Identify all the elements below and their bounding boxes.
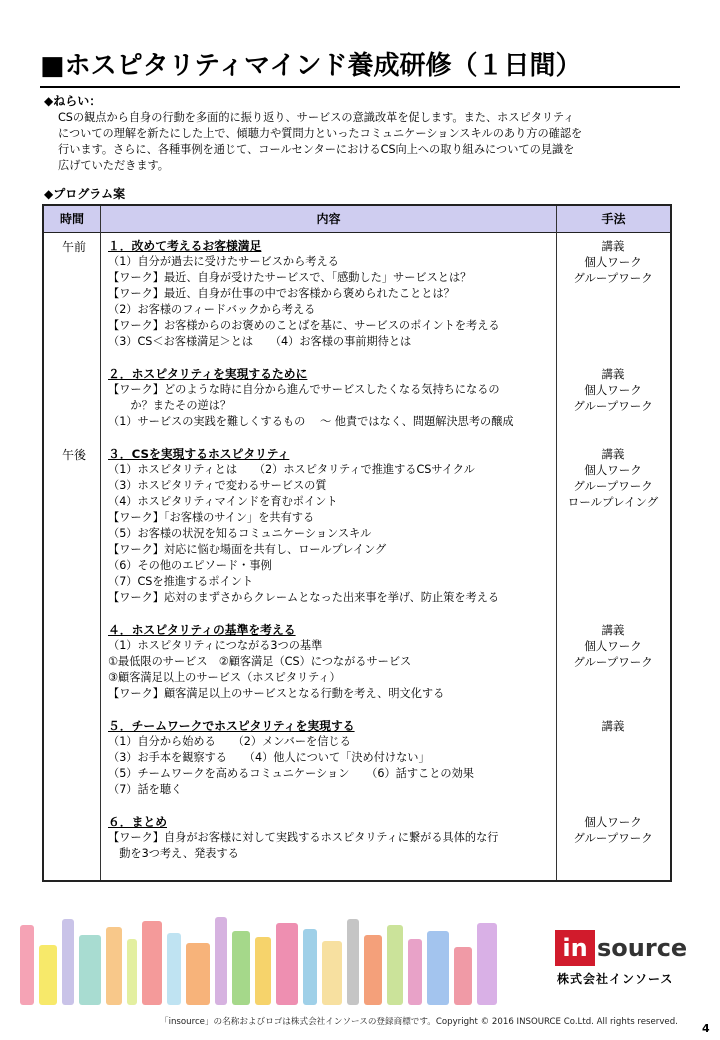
stripe	[142, 921, 162, 1005]
aim-heading: ◆ねらい：	[44, 94, 102, 108]
method-item: 個人ワーク	[584, 463, 642, 477]
stripe	[127, 939, 137, 1005]
stripe	[167, 933, 181, 1005]
stripe	[20, 925, 34, 1005]
column-divider	[100, 206, 101, 880]
method-item: 講義	[601, 447, 625, 461]
method-item: 講義	[601, 367, 625, 381]
page-title: ■ホスピタリティマインド養成研修（１日間）	[40, 46, 680, 88]
block-title: ６．まとめ	[108, 815, 167, 829]
block-line: （3）お手本を観察する （4）他人について「決め付けない」	[108, 751, 430, 764]
block-line: （7）CSを推進するポイント	[108, 575, 254, 588]
block-line: （2）お客様のフィードバックから考える	[108, 303, 316, 316]
block-line: （3）CS＜お客様満足＞とは （4）お客様の事前期待とは	[108, 335, 412, 348]
program-heading: ◆プログラム案	[44, 187, 126, 201]
logo-source-text: source	[597, 934, 688, 962]
block-line: 【ワーク】「お客様のサイン」を共有する	[108, 511, 315, 524]
column-header-content: 内容	[316, 212, 341, 226]
block-line: （4）ホスピタリティマインドを育むポイント	[108, 495, 338, 508]
block-line: （3）ホスピタリティで変わるサービスの質	[108, 479, 327, 492]
method-item: グループワーク	[573, 271, 653, 285]
method-item: グループワーク	[573, 831, 653, 845]
table-header	[44, 206, 670, 233]
block-line: 【ワーク】自身がお客様に対して実践するホスピタリティに繋がる具体的な行	[108, 831, 499, 844]
block-line: （5）チームワークを高めるコミュニケーション （6）話すことの効果	[108, 767, 474, 780]
insource-logo	[555, 930, 688, 990]
stripe	[303, 929, 317, 1005]
program-table	[42, 204, 672, 882]
stripe	[39, 945, 57, 1005]
block-title: ５．チームワークでホスピタリティを実現する	[108, 719, 355, 733]
stripe	[215, 917, 227, 1005]
stripe	[364, 935, 382, 1005]
method-item: 個人ワーク	[584, 383, 642, 397]
block-line: ①最低限のサービス ②顧客満足（CS）につながるサービス	[108, 655, 412, 668]
method-item: 個人ワーク	[584, 639, 642, 653]
block-line: 【ワーク】お客様からのお褒めのことばを基に、サービスのポイントを考える	[108, 319, 500, 332]
block-line: か？またその逆は？	[108, 399, 232, 412]
aim-line: 行います。さらに、各種事例を通じて、コールセンターにおけるCS向上への取り組みについての見識を	[58, 143, 575, 156]
logo-in-mark: in	[555, 930, 595, 966]
company-name: 株式会社インソース	[557, 972, 674, 986]
method-item: グループワーク	[573, 479, 653, 493]
block-line: （1）ホスピタリティとは （2）ホスピタリティで推進するCSサイクル	[108, 463, 475, 476]
method-item: 講義	[601, 239, 625, 253]
block-line: 【ワーク】最近、自身が仕事の中でお客様から褒められたこととは？	[108, 287, 455, 300]
column-header-method: 手法	[601, 212, 626, 226]
stripe	[106, 927, 122, 1005]
block-line: 【ワーク】最近、自身が受けたサービスで、「感動した」サービスとは？	[108, 271, 472, 284]
method-item: ロールプレイング	[567, 495, 659, 509]
block-line: （6）その他のエピソード・事例	[108, 559, 272, 572]
column-header-time: 時間	[59, 212, 84, 226]
block-line: （1）サービスの実践を難しくするもの 〜 他責ではなく、問題解決思考の醸成	[108, 415, 514, 428]
stripe	[347, 919, 359, 1005]
block-title: ３．CSを実現するホスピタリティ	[108, 447, 290, 461]
block-title: １．改めて考えるお客様満足	[108, 239, 262, 253]
methods-block-5	[556, 718, 670, 734]
methods-block-2	[556, 366, 670, 414]
stripe	[387, 925, 403, 1005]
time-am: 午前	[61, 240, 86, 254]
block-line: （1）自分から始める （2）メンバーを信じる	[108, 735, 351, 748]
program-block-5	[108, 718, 558, 798]
stripe	[62, 919, 74, 1005]
stripe	[408, 939, 422, 1005]
methods-block-1	[556, 238, 670, 286]
block-line: 【ワーク】どのような時に自分から進んでサービスしたくなる気持ちになるの	[108, 383, 500, 396]
method-item: 個人ワーク	[584, 815, 642, 829]
stripe	[79, 935, 101, 1005]
program-block-1	[108, 238, 558, 350]
stripe	[454, 947, 472, 1005]
page-number: 4	[702, 1022, 710, 1035]
block-title: ４．ホスピタリティの基準を考える	[108, 623, 296, 637]
block-line: （1）自分が過去に受けたサービスから考える	[108, 255, 339, 268]
stripe	[322, 941, 342, 1005]
block-line: 【ワーク】対応に悩む場面を共有し、ロールプレイング	[108, 543, 387, 556]
method-item: 個人ワーク	[584, 255, 642, 269]
stripe	[232, 931, 250, 1005]
program-block-4	[108, 622, 558, 702]
stripe	[255, 937, 271, 1005]
aim-line: CSの観点から自身の行動を多面的に振り返り、サービスの意識改革を促します。また、ホスピタリティ	[58, 111, 575, 124]
block-line: 【ワーク】顧客満足以上のサービスとなる行動を考え、明文化する	[108, 687, 445, 700]
block-line: （7）話を聴く	[108, 783, 183, 796]
block-line: （1）ホスピタリティにつながる3つの基準	[108, 639, 323, 652]
block-line: （5）お客様の状況を知るコミュニケーションスキル	[108, 527, 372, 540]
block-line: 動を3つ考え、発表する	[108, 847, 239, 860]
block-line: 【ワーク】応対のまずさからクレームとなった出来事を挙げ、防止策を考える	[108, 591, 500, 604]
method-item: 講義	[601, 719, 625, 733]
method-item: グループワーク	[573, 655, 653, 669]
aim-body	[58, 110, 658, 174]
stripe	[427, 931, 449, 1005]
program-block-2	[108, 366, 558, 430]
methods-block-6	[556, 814, 670, 846]
decorative-stripes	[18, 915, 528, 1005]
program-block-6	[108, 814, 558, 862]
method-item: グループワーク	[573, 399, 653, 413]
block-line: ③顧客満足以上のサービス（ホスピタリティ）	[108, 671, 341, 684]
stripe	[276, 923, 298, 1005]
stripe	[186, 943, 210, 1005]
aim-line: についての理解を新たにした上で、傾聴力や質問力といったコミュニケーションスキルのあり方の確認を	[58, 127, 583, 140]
block-title: ２．ホスピタリティを実現するために	[108, 367, 308, 381]
methods-block-3	[556, 446, 670, 510]
method-item: 講義	[601, 623, 625, 637]
aim-line: 広げていただきます。	[58, 159, 169, 172]
stripe	[477, 923, 497, 1005]
copyright-notice: 「insource」の名称およびロゴは株式会社インソースの登録商標です。Copyright © 2016 INSOURCE Co.Ltd. All rights reserved.	[160, 1017, 678, 1027]
time-pm: 午後	[61, 448, 86, 462]
methods-block-4	[556, 622, 670, 670]
program-block-3	[108, 446, 558, 606]
